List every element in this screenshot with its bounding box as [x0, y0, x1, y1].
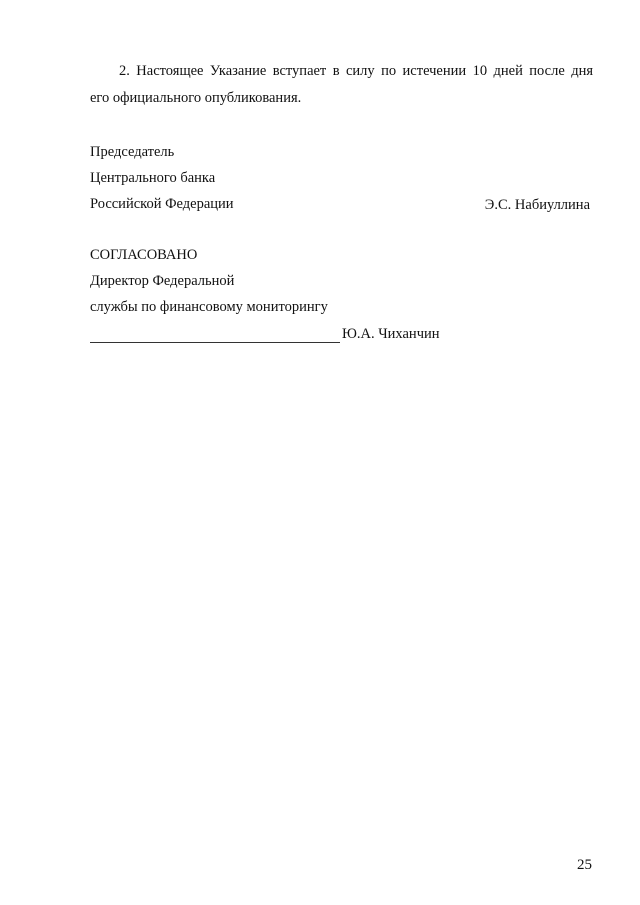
chairman-signatory-name: Э.С. Набиуллина: [484, 197, 590, 213]
chairman-title-line-1: Председатель: [90, 144, 175, 160]
signature-line: [90, 342, 340, 343]
paragraph-line-2: его официального опубликования.: [90, 90, 302, 106]
agreed-heading: СОГЛАСОВАНО: [90, 247, 198, 263]
page-number: 25: [577, 857, 592, 873]
agreed-title-line-1: Директор Федеральной: [90, 273, 235, 289]
paragraph-line-1: 2. Настоящее Указание вступает в силу по истечении 10 дней после дня: [119, 63, 593, 79]
agreed-title-line-2: службы по финансовому мониторингу: [90, 299, 328, 315]
agreed-signatory-name: Ю.А. Чиханчин: [342, 326, 440, 342]
chairman-title-line-2: Центрального банка: [90, 170, 216, 186]
chairman-signature-row: [90, 197, 590, 215]
chairman-title-line-3: Российской Федерации: [90, 196, 234, 212]
